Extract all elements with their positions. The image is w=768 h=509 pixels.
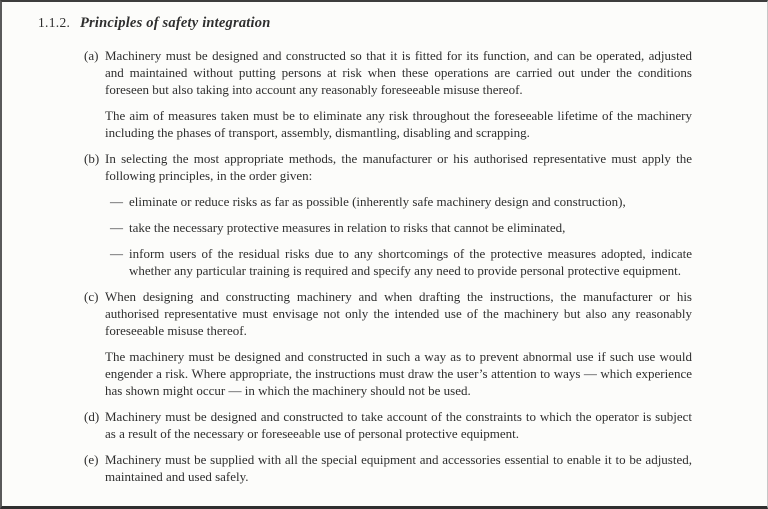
item-marker-b: (b): [84, 151, 100, 166]
list-item-a: [84, 47, 692, 141]
dash-marker: —: [110, 246, 123, 261]
item-list: [84, 47, 692, 485]
list-item-d: [84, 408, 692, 442]
list-item-c: [84, 288, 692, 399]
paragraph: When designing and constructing machinery and when drafting the instructions, the manufacturer or his authorised representative must envisage not only the intended use of the machinery but also any reasonably foreseeable misuse thereof.: [105, 289, 692, 338]
paragraph: Machinery must be designed and constructed to take account of the constraints to which the operator is subject as a result of the necessary or foreseeable use of personal protective equipment.: [105, 409, 692, 441]
section-heading: [38, 14, 692, 32]
item-body-c: [105, 288, 692, 399]
dash-list-item: [110, 193, 692, 210]
item-marker-a: (a): [84, 48, 99, 63]
item-marker-c: (c): [84, 289, 99, 304]
item-marker-e: (e): [84, 452, 99, 467]
list-item-e: [84, 451, 692, 485]
dash-list-item: [110, 245, 692, 279]
paragraph: The aim of measures taken must be to eliminate any risk throughout the foreseeable lifetime of the machinery including the phases of transport, assembly, dismantling, disabling and scrapping.: [105, 108, 692, 140]
list-item-b: [84, 150, 692, 279]
paragraph: Machinery must be supplied with all the special equipment and accessories essential to enable it to be adjusted, maintained and used safely.: [105, 452, 692, 484]
dash-item-text: take the necessary protective measures in relation to risks that cannot be eliminated,: [129, 220, 566, 235]
dash-item-text: inform users of the residual risks due to any shortcomings of the protective measures adopted, indicate whether any particular training is required and specify any need to provide personal protective equipment.: [129, 246, 692, 278]
dash-marker: —: [110, 194, 123, 209]
dash-marker: —: [110, 220, 123, 235]
section-number: 1.1.2.: [38, 15, 71, 30]
paragraph: The machinery must be designed and constructed in such a way as to prevent abnormal use if such use would engender a risk. Where appropriate, the instructions must draw the user’s attention to ways — which experience has shown might occur — in which the machinery should not be used.: [105, 349, 692, 398]
dash-list: [110, 193, 692, 279]
item-marker-d: (d): [84, 409, 100, 424]
item-body-e: [105, 451, 692, 485]
section-title: Principles of safety integration: [80, 15, 271, 31]
dash-list-item: [110, 219, 692, 236]
dash-item-text: eliminate or reduce risks as far as possible (inherently safe machinery design and construction),: [129, 194, 626, 209]
paragraph: Machinery must be designed and constructed so that it is fitted for its function, and can be operated, adjusted and maintained without putting persons at risk when these operations are carried out under the conditions foreseen but also taking into account any reasonably foreseeable misuse thereof.: [105, 48, 692, 97]
paragraph: In selecting the most appropriate methods, the manufacturer or his authorised representative must apply the following principles, in the order given:: [105, 151, 692, 183]
item-body-b: [105, 150, 692, 279]
item-body-a: [105, 47, 692, 141]
item-body-d: [105, 408, 692, 442]
